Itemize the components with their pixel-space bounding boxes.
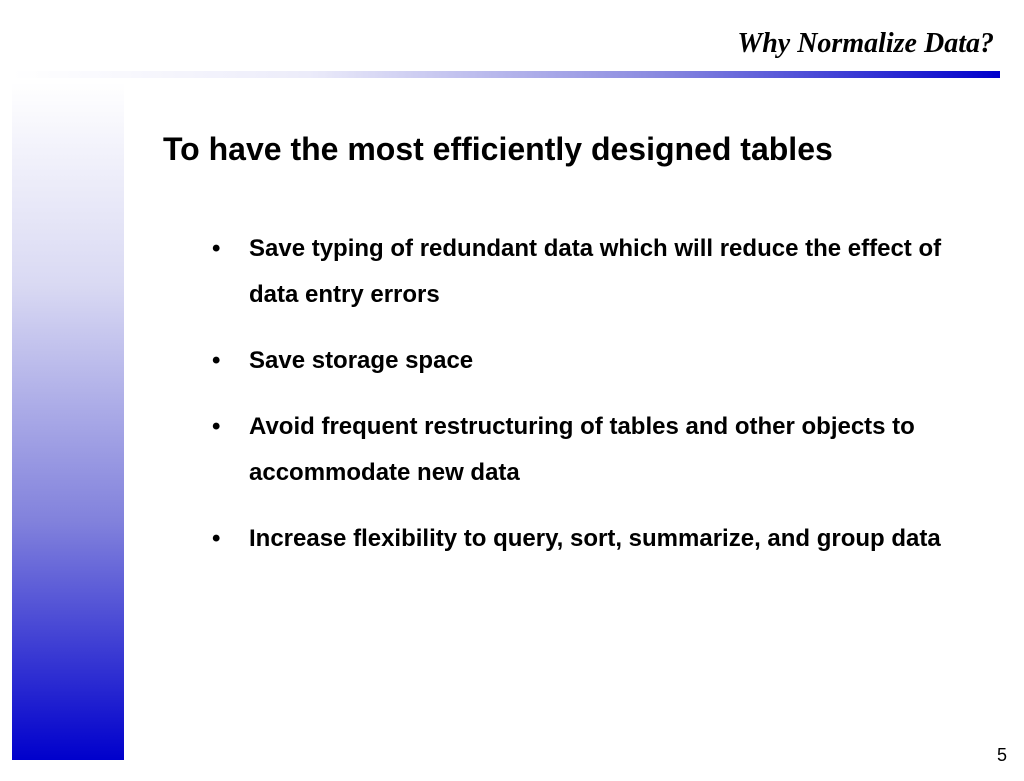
page-number: 5 [996, 745, 1007, 765]
slide-header-title: Why Normalize Data? [737, 28, 994, 59]
bullet-marker: • [212, 235, 221, 262]
bullet-item [212, 516, 972, 562]
bullet-text: Save storage space [249, 347, 474, 374]
bullet-item [212, 404, 972, 496]
bullet-marker: • [212, 413, 221, 440]
bullet-list [212, 226, 972, 582]
bullet-marker: • [212, 347, 221, 374]
bullet-text: Increase flexibility to query, sort, summarize, and group data [249, 525, 941, 552]
header-gradient-rule [12, 71, 1000, 78]
bullet-text: Save typing of redundant data which will reduce the effect of data entry errors [249, 235, 942, 308]
bullet-item [212, 338, 972, 384]
bullet-marker: • [212, 525, 221, 552]
slide-heading: To have the most efficiently designed tables [163, 131, 833, 167]
left-gradient-band [12, 82, 124, 760]
bullet-text: Avoid frequent restructuring of tables and other objects to accommodate new data [249, 413, 915, 486]
bullet-item [212, 226, 972, 318]
